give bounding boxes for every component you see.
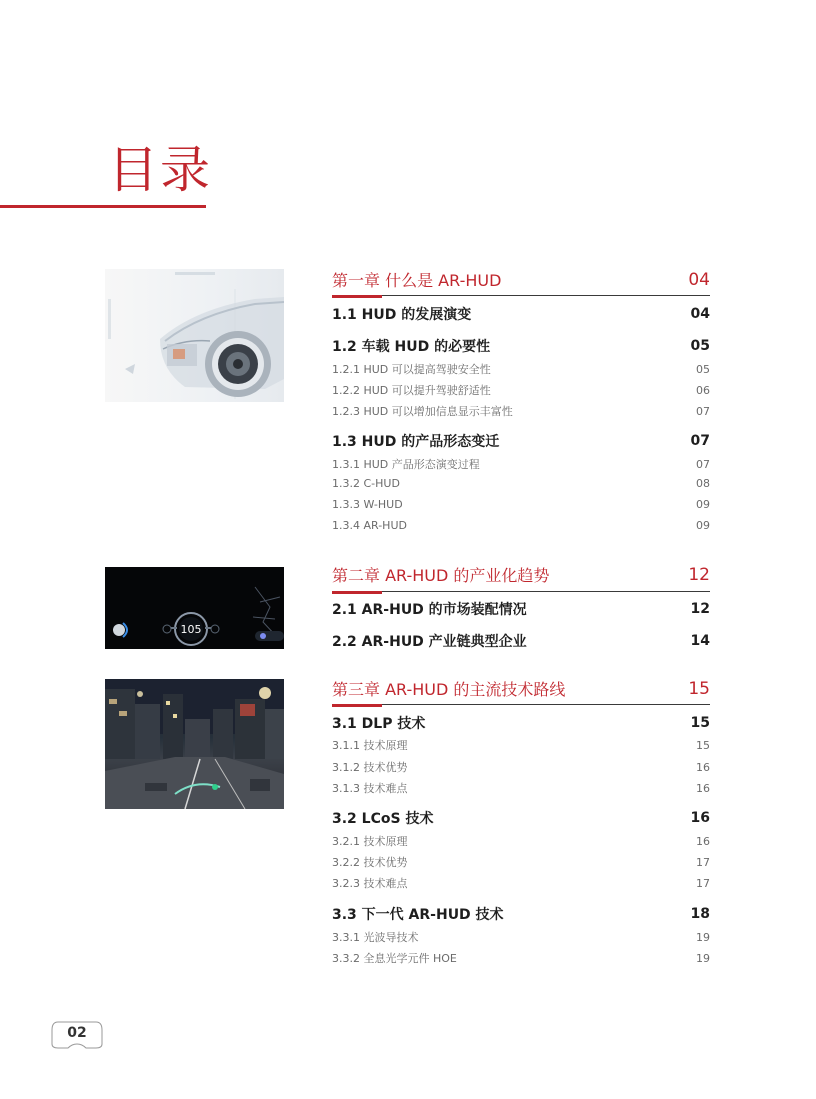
toc-section[interactable]	[332, 336, 710, 356]
toc-subsection[interactable]	[332, 950, 710, 966]
toc-section[interactable]	[332, 808, 710, 828]
section-title: 3.3 下一代 AR-HUD 技术	[332, 907, 504, 923]
section-page: 16	[690, 810, 710, 826]
section-title: 1.1 HUD 的发展演变	[332, 307, 472, 323]
toc-subsection[interactable]	[332, 361, 710, 377]
toc-section[interactable]	[332, 599, 710, 619]
subsection-title: 1.2.3 HUD 可以增加信息显示丰富性	[332, 405, 513, 418]
toc-subsection[interactable]	[332, 403, 710, 419]
subsection-title: 3.2.1 技术原理	[332, 835, 408, 848]
section-title: 2.1 AR-HUD 的市场装配情况	[332, 602, 527, 618]
subsection-title: 3.3.1 光波导技术	[332, 931, 419, 944]
section-page: 12	[690, 601, 710, 617]
speed-readout: 105	[180, 623, 202, 636]
section-page: 14	[690, 633, 710, 649]
chapter-title: 第二章 AR-HUD 的产业化趋势	[332, 566, 550, 585]
toc-subsection[interactable]	[332, 498, 710, 511]
section-page: 05	[690, 338, 710, 354]
subsection-title: 1.3.1 HUD 产品形态演变过程	[332, 458, 480, 471]
section-title: 3.1 DLP 技术	[332, 716, 426, 732]
toc-subsection[interactable]	[332, 780, 710, 796]
toc-section[interactable]	[332, 713, 710, 733]
subsection-page: 17	[696, 855, 710, 869]
chapter-title: 第一章 什么是 AR-HUD	[332, 271, 502, 290]
chapter-accent	[332, 704, 382, 707]
section-title: 2.2 AR-HUD 产业链典型企业	[332, 634, 527, 650]
subsection-page: 05	[696, 362, 710, 376]
subsection-page: 09	[696, 519, 710, 532]
subsection-page: 16	[696, 781, 710, 795]
toc-subsection[interactable]	[332, 854, 710, 870]
page-title: 目录	[108, 141, 212, 199]
toc-subsection[interactable]	[332, 737, 710, 753]
section-page: 04	[690, 306, 710, 322]
night-street-ar-image	[105, 679, 284, 809]
subsection-title: 3.1.2 技术优势	[332, 761, 408, 774]
chapter-page: 15	[688, 678, 710, 699]
section-title: 3.2 LCoS 技术	[332, 811, 434, 827]
dashboard-image	[105, 567, 284, 649]
chapter-accent	[332, 591, 382, 594]
subsection-page: 08	[696, 477, 710, 490]
chapter-divider	[332, 295, 710, 296]
subsection-title: 3.2.3 技术难点	[332, 877, 408, 890]
subsection-page: 06	[696, 383, 710, 397]
toc-section[interactable]	[332, 304, 710, 324]
toc-section[interactable]	[332, 904, 710, 924]
subsection-title: 3.3.2 全息光学元件 HOE	[332, 952, 457, 965]
toc-subsection[interactable]	[332, 929, 710, 945]
subsection-page: 15	[696, 738, 710, 752]
chapter-page: 04	[688, 269, 710, 290]
subsection-page: 19	[696, 951, 710, 965]
subsection-page: 09	[696, 498, 710, 511]
section-title: 1.2 车载 HUD 的必要性	[332, 339, 491, 355]
subsection-title: 3.1.1 技术原理	[332, 739, 408, 752]
toc-chapter-3[interactable]	[332, 677, 710, 700]
section-title: 1.3 HUD 的产品形态变迁	[332, 434, 500, 450]
toc-section[interactable]	[332, 431, 710, 451]
subsection-title: 3.2.2 技术优势	[332, 856, 408, 869]
section-page: 15	[690, 715, 710, 731]
page-number-badge	[50, 1020, 104, 1050]
toc-subsection[interactable]	[332, 477, 710, 490]
chapter-title: 第三章 AR-HUD 的主流技术路线	[332, 680, 566, 699]
title-underline	[0, 205, 206, 208]
toc-subsection[interactable]	[332, 456, 710, 472]
subsection-title: 1.2.1 HUD 可以提高驾驶安全性	[332, 363, 491, 376]
subsection-page: 07	[696, 404, 710, 418]
page-number: 02	[67, 1025, 87, 1041]
car-xray-image	[105, 269, 284, 402]
toc-section[interactable]	[332, 631, 710, 651]
chapter-divider	[332, 591, 710, 592]
toc-chapter-2[interactable]	[332, 563, 710, 586]
toc-subsection[interactable]	[332, 759, 710, 775]
subsection-page: 19	[696, 930, 710, 944]
chapter-accent	[332, 295, 382, 298]
section-page: 07	[690, 433, 710, 449]
subsection-page: 17	[696, 876, 710, 890]
subsection-title: 1.3.3 W-HUD	[332, 498, 403, 511]
toc-subsection[interactable]	[332, 382, 710, 398]
toc-subsection[interactable]	[332, 519, 710, 532]
subsection-page: 16	[696, 834, 710, 848]
toc-chapter-1[interactable]	[332, 268, 710, 291]
subsection-title: 3.1.3 技术难点	[332, 782, 408, 795]
chapter-divider	[332, 704, 710, 705]
toc-subsection[interactable]	[332, 833, 710, 849]
subsection-title: 1.3.2 C-HUD	[332, 477, 400, 490]
subsection-page: 16	[696, 760, 710, 774]
subsection-title: 1.3.4 AR-HUD	[332, 519, 407, 532]
subsection-title: 1.2.2 HUD 可以提升驾驶舒适性	[332, 384, 491, 397]
subsection-page: 07	[696, 457, 710, 471]
section-page: 18	[690, 906, 710, 922]
chapter-page: 12	[688, 564, 710, 585]
toc-subsection[interactable]	[332, 875, 710, 891]
